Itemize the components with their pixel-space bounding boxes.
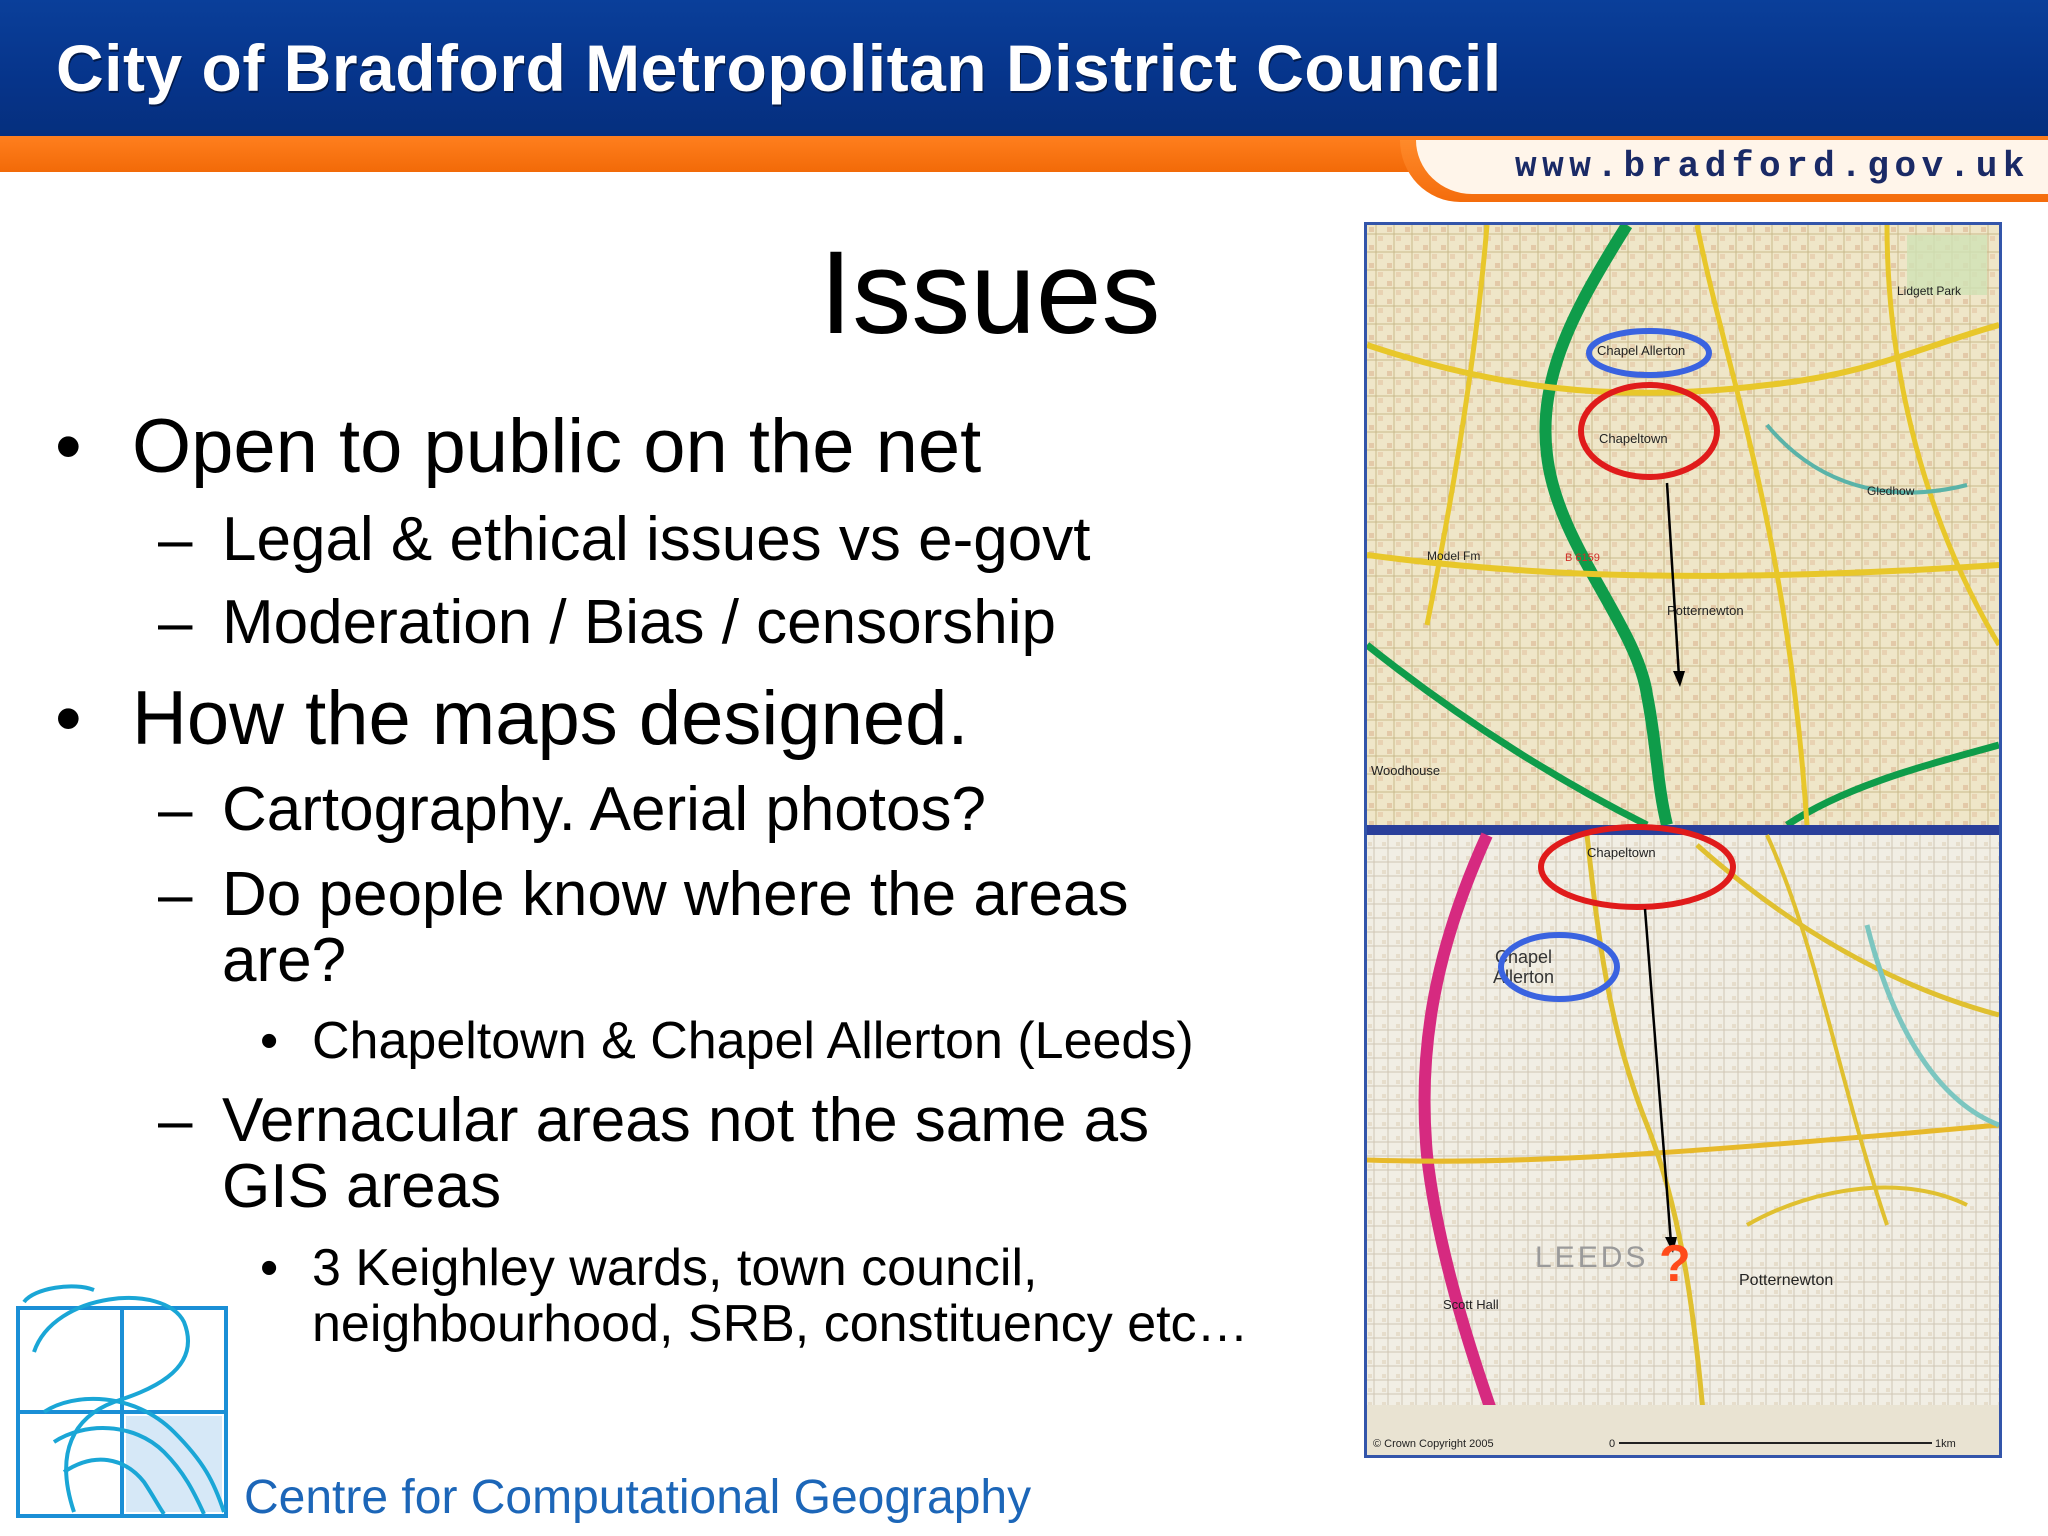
bottom-map-label-chapeltown: Chapeltown [1587,845,1656,860]
bottom-map-label-leeds: LEEDS [1535,1241,1649,1274]
ccg-name: Centre for Computational Geography [244,1471,1032,1524]
dash-glyph: – [158,588,193,657]
top-map-label-woodhouse: Woodhouse [1371,763,1441,778]
top-map-label-lidgett-park: Lidgett Park [1897,284,1962,298]
bottom-map-label-allerton: Allerton [1493,967,1555,987]
dash-glyph: – [158,775,193,844]
bullet-text: Open to public on the net [132,404,982,489]
top-map-label-gledhow: Gledhow [1867,484,1915,498]
website-url[interactable]: www.bradford.gov.uk [1515,146,2030,187]
top-map [1367,225,1999,825]
slide-title: Issues [819,227,1161,359]
sub-bullet-text-line1: Vernacular areas not the same as [222,1086,1150,1155]
sub-bullet-text: Legal & ethical issues vs e-govt [222,505,1091,574]
dash-glyph: – [158,1086,193,1155]
top-map-label-chapeltown: Chapeltown [1599,431,1668,446]
map-image-pair [1364,222,2002,1458]
map-scale-zero: 0 [1609,1438,1616,1450]
bullet-dot: • [55,676,82,761]
bottom-map-label-chapel: Chapel [1495,947,1553,967]
sub-bullet-text-line1: Do people know where the areas [222,860,1129,929]
bottom-map [1367,827,1999,1455]
bottom-map-label-potternewton: Potternewton [1739,1272,1834,1289]
org-title: City of Bradford Metropolitan District Council [56,31,1502,105]
bottom-map-background [1367,835,1999,1455]
top-map-label-chapel-allerton: Chapel Allerton [1597,343,1686,358]
top-map-background [1367,225,1999,825]
top-map-label-road: B 6159 [1565,552,1600,564]
bullet-dot: • [55,404,82,489]
sub-bullet-text: Cartography. Aerial photos? [222,775,986,844]
map-scale-km: 1km [1935,1438,1956,1450]
dash-glyph: – [158,505,193,574]
sub-sub-bullet-text: Chapeltown & Chapel Allerton (Leeds) [312,1012,1194,1070]
bullet-dot: • [260,1012,279,1070]
logo-contour-5 [24,1286,94,1302]
map-copyright: © Crown Copyright 2005 [1373,1438,1494,1450]
map-svg [1367,225,1999,1455]
header-banner [0,0,2048,136]
bullet-dot: • [260,1239,279,1297]
top-map-label-potternewton: Potternewton [1667,603,1744,618]
ccg-logo-svg [14,1282,234,1522]
dash-glyph: – [158,860,193,929]
sub-sub-bullet-text-line1: 3 Keighley wards, town council, [312,1239,1038,1297]
bullet-text: How the maps designed. [132,676,969,761]
sub-bullet-text: Moderation / Bias / censorship [222,588,1056,657]
bottom-map-label-scott-hall: Scott Hall [1443,1297,1499,1312]
ccg-logo-icon [14,1282,234,1522]
sub-bullet-text-line2: are? [222,926,347,995]
top-map-label-model-fm: Model Fm [1427,549,1481,563]
sub-bullet-text-line2: GIS areas [222,1152,502,1221]
question-mark: ? [1659,1235,1691,1293]
sub-sub-bullet-text-line2: neighbourhood, SRB, constituency etc… [312,1295,1249,1353]
